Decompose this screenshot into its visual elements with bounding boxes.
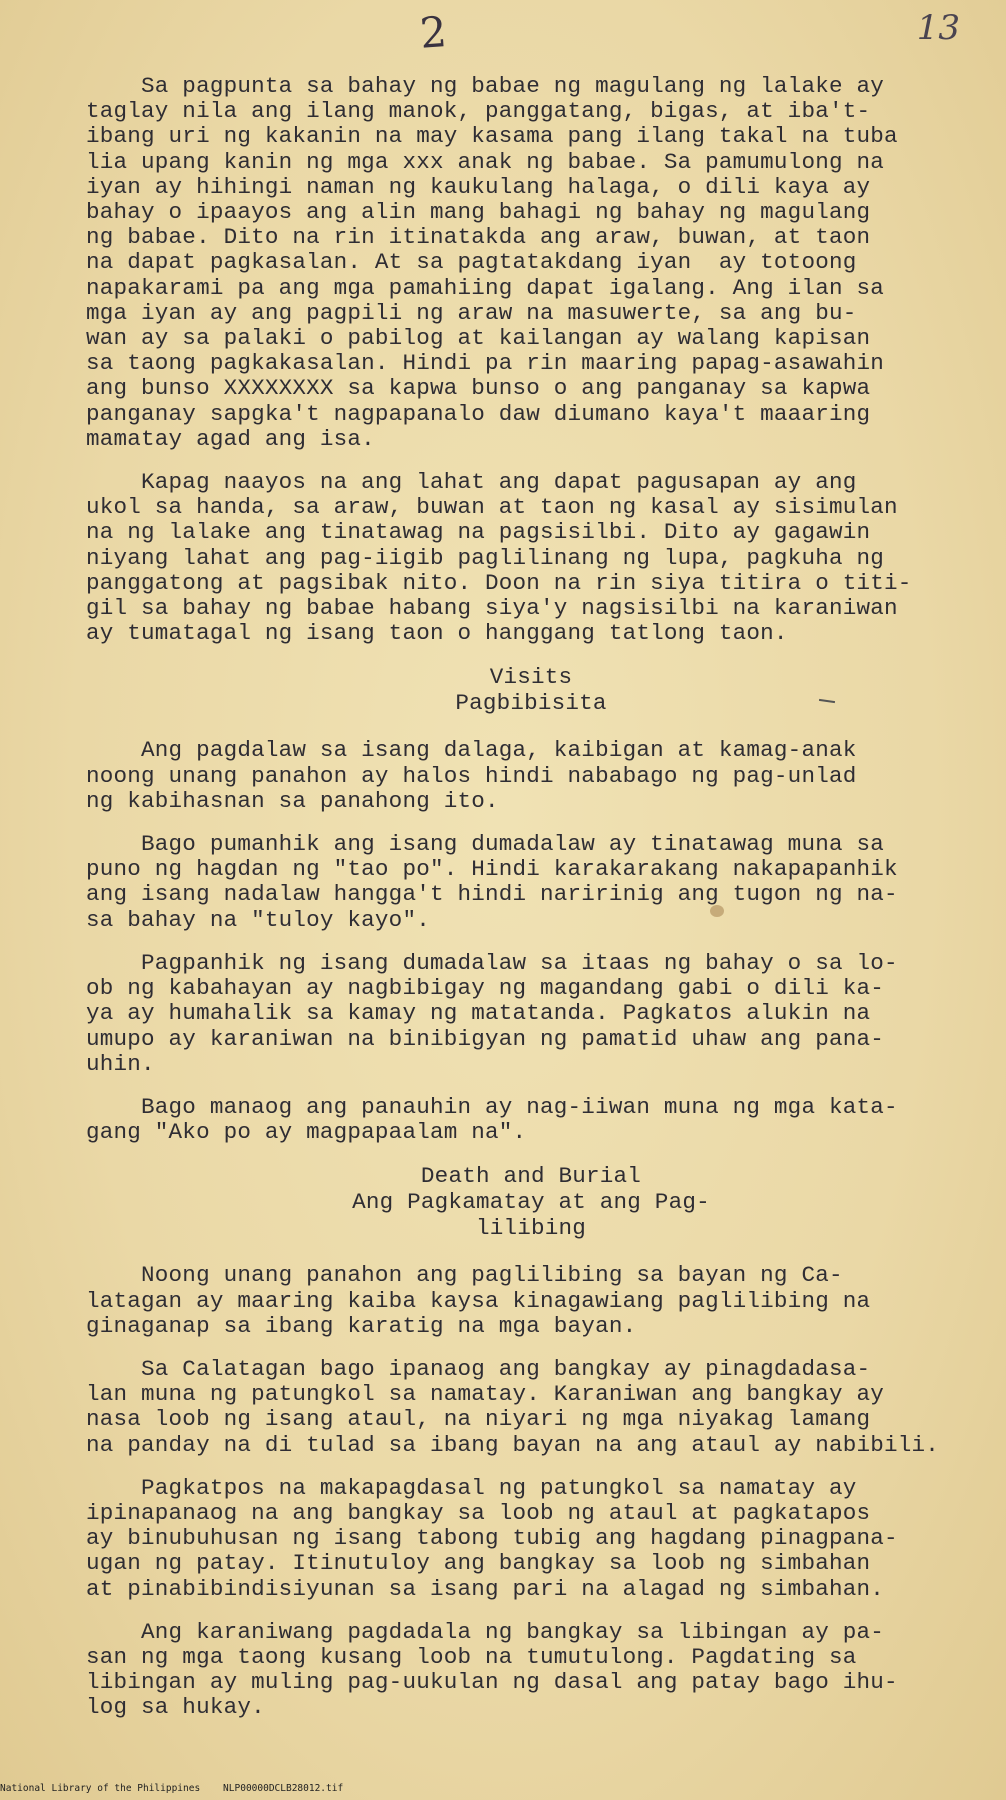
paragraph bbox=[86, 832, 976, 933]
text-line: ugan ng patay. Itinutuloy ang bangkay sa loob ng simbahan bbox=[86, 1550, 871, 1577]
page-number: 2 bbox=[418, 7, 449, 58]
text-line: napakarami pa ang mga pamahiing dapat igalang. Ang ilan sa bbox=[86, 274, 884, 301]
text-line: sa bahay na "tuloy kayo". bbox=[86, 906, 430, 933]
paragraph bbox=[86, 1357, 976, 1458]
text-line: ibang uri ng kakanin na may kasama pang ilang takal na tuba bbox=[86, 123, 898, 150]
text-line: puno ng hagdan ng "tao po". Hindi karakarakang nakapapanhik bbox=[86, 856, 898, 883]
heading-line: Visits bbox=[489, 664, 573, 691]
paragraph bbox=[86, 738, 976, 814]
text-line: gil sa bahay ng babae habang siya'y nagsisilbi na karaniwan bbox=[86, 595, 898, 622]
paragraph bbox=[86, 1620, 976, 1721]
section-heading bbox=[86, 1163, 976, 1241]
paragraph bbox=[86, 1263, 976, 1339]
text-line: niyang lahat ang pag-iigib paglilinang ng lupa, pagkuha ng bbox=[86, 544, 884, 571]
text-line: Sa Calatagan bago ipanaog ang bangkay ay pinagdadasa- bbox=[86, 1355, 871, 1382]
heading-line: Death and Burial bbox=[420, 1163, 642, 1190]
text-line: mamatay agad ang isa. bbox=[86, 425, 375, 452]
corner-page-number: 13 bbox=[916, 8, 960, 48]
text-line: na panday na di tulad sa ibang bayan na ang ataul ay nabibili. bbox=[86, 1431, 940, 1458]
text-line: Bago pumanhik ang isang dumadalaw ay tinatawag muna sa bbox=[86, 831, 884, 858]
text-line: ukol sa handa, sa araw, buwan at taon ng kasal ay sisimulan bbox=[86, 494, 898, 521]
paragraph bbox=[86, 1476, 976, 1602]
text-line: taglay nila ang ilang manok, panggatang, bigas, at iba't- bbox=[86, 98, 871, 125]
text-line: Bago manaog ang panauhin ay nag-iiwan muna ng mga kata- bbox=[86, 1093, 898, 1120]
section-heading bbox=[86, 664, 976, 716]
text-line: ob ng kabahayan ay nagbibigay ng magandang gabi o dili ka- bbox=[86, 975, 884, 1002]
text-line: ipinapanaog na ang bangkay sa loob ng ataul at pagkatapos bbox=[86, 1499, 871, 1526]
text-line: mga iyan ay ang pagpili ng araw na masuwerte, sa ang bu- bbox=[86, 299, 857, 326]
text-line: lan muna ng patungkol sa namatay. Karaniwan ang bangkay ay bbox=[86, 1381, 884, 1408]
text-line: iyan ay hihingi naman ng kaukulang halaga, o dili kaya ay bbox=[86, 173, 871, 200]
text-line: ang isang nadalaw hangga't hindi naririnig ang tugon ng na- bbox=[86, 881, 898, 908]
paragraph bbox=[86, 470, 976, 646]
text-line: ng babae. Dito na rin itinatakda ang araw, buwan, at taon bbox=[86, 224, 871, 251]
text-line: na ng lalake ang tinatawag na pagsisilbi. Dito ay gagawin bbox=[86, 519, 871, 546]
paragraph bbox=[86, 74, 976, 452]
text-line: ginaganap sa ibang karatig na mga bayan. bbox=[86, 1312, 637, 1339]
text-line: gang "Ako po ay magpapaalam na". bbox=[86, 1119, 527, 1146]
text-line: at pinabibindisiyunan sa isang pari na alagad ng simbahan. bbox=[86, 1575, 884, 1602]
text-line: panganay sapgka't nagpapanalo daw diumano kaya't maaaring bbox=[86, 400, 871, 427]
paragraph bbox=[86, 1095, 976, 1145]
text-line: libingan ay muling pag-uukulan ng dasal ang patay bago ihu- bbox=[86, 1669, 898, 1696]
text-line: Noong unang panahon ang paglilibing sa bayan ng Ca- bbox=[86, 1262, 843, 1289]
archive-footer: National Library of the Philippines NLP00000DCLB28012.tif bbox=[0, 1783, 344, 1794]
typed-text-body bbox=[86, 74, 976, 1739]
text-line: lia upang kanin ng mga xxx anak ng babae. Sa pamumulong na bbox=[86, 148, 884, 175]
text-line: ya ay humahalik sa kamay ng matatanda. Pagkatos alukin na bbox=[86, 1000, 871, 1027]
heading-line: Ang Pagkamatay at ang Pag- bbox=[352, 1189, 710, 1216]
heading-line: lilibing bbox=[475, 1215, 587, 1242]
text-line: panggatong at pagsibak nito. Doon na rin siya titira o titi- bbox=[86, 569, 912, 596]
text-line: bahay o ipaayos ang alin mang bahagi ng bahay ng magulang bbox=[86, 199, 871, 226]
text-line: nasa loob ng isang ataul, na niyari ng mga niyakag lamang bbox=[86, 1406, 871, 1433]
text-line: latagan ay maaring kaiba kaysa kinagawiang paglilibing na bbox=[86, 1287, 871, 1314]
paragraph bbox=[86, 951, 976, 1077]
text-line: ng kabihasnan sa panahong ito. bbox=[86, 787, 499, 814]
text-line: Pagpanhik ng isang dumadalaw sa itaas ng bahay o sa lo- bbox=[86, 949, 898, 976]
text-line: ay binubuhusan ng isang tabong tubig ang hagdang pinagpana- bbox=[86, 1525, 898, 1552]
text-line: san ng mga taong kusang loob na tumutulong. Pagdating sa bbox=[86, 1643, 857, 1670]
text-line: Kapag naayos na ang lahat ang dapat pagusapan ay ang bbox=[86, 469, 857, 496]
text-line: Pagkatpos na makapagdasal ng patungkol sa namatay ay bbox=[86, 1474, 857, 1501]
text-line: uhin. bbox=[86, 1050, 155, 1077]
text-line: umupo ay karaniwan na binibigyan ng pamatid uhaw ang pana- bbox=[86, 1025, 884, 1052]
text-line: ay tumatagal ng isang taon o hanggang tatlong taon. bbox=[86, 620, 788, 647]
text-line: na dapat pagkasalan. At sa pagtatakdang iyan ay totoong bbox=[86, 249, 857, 276]
heading-line: Pagbibisita bbox=[455, 690, 607, 717]
text-line: Sa pagpunta sa bahay ng babae ng magulang ng lalake ay bbox=[86, 73, 884, 99]
text-line: Ang karaniwang pagdadala ng bangkay sa libingan ay pa- bbox=[86, 1618, 884, 1645]
text-line: ang bunso XXXXXXXX sa kapwa bunso o ang panganay sa kapwa bbox=[86, 375, 871, 402]
text-line: wan ay sa palaki o pabilog at kailangan ay walang kapisan bbox=[86, 325, 871, 352]
text-line: noong unang panahon ay halos hindi nababago ng pag-unlad bbox=[86, 762, 857, 789]
text-line: log sa hukay. bbox=[86, 1694, 265, 1721]
text-line: sa taong pagkakasalan. Hindi pa rin maaring papag-asawahin bbox=[86, 350, 884, 377]
text-line: Ang pagdalaw sa isang dalaga, kaibigan at kamag-anak bbox=[86, 737, 857, 764]
